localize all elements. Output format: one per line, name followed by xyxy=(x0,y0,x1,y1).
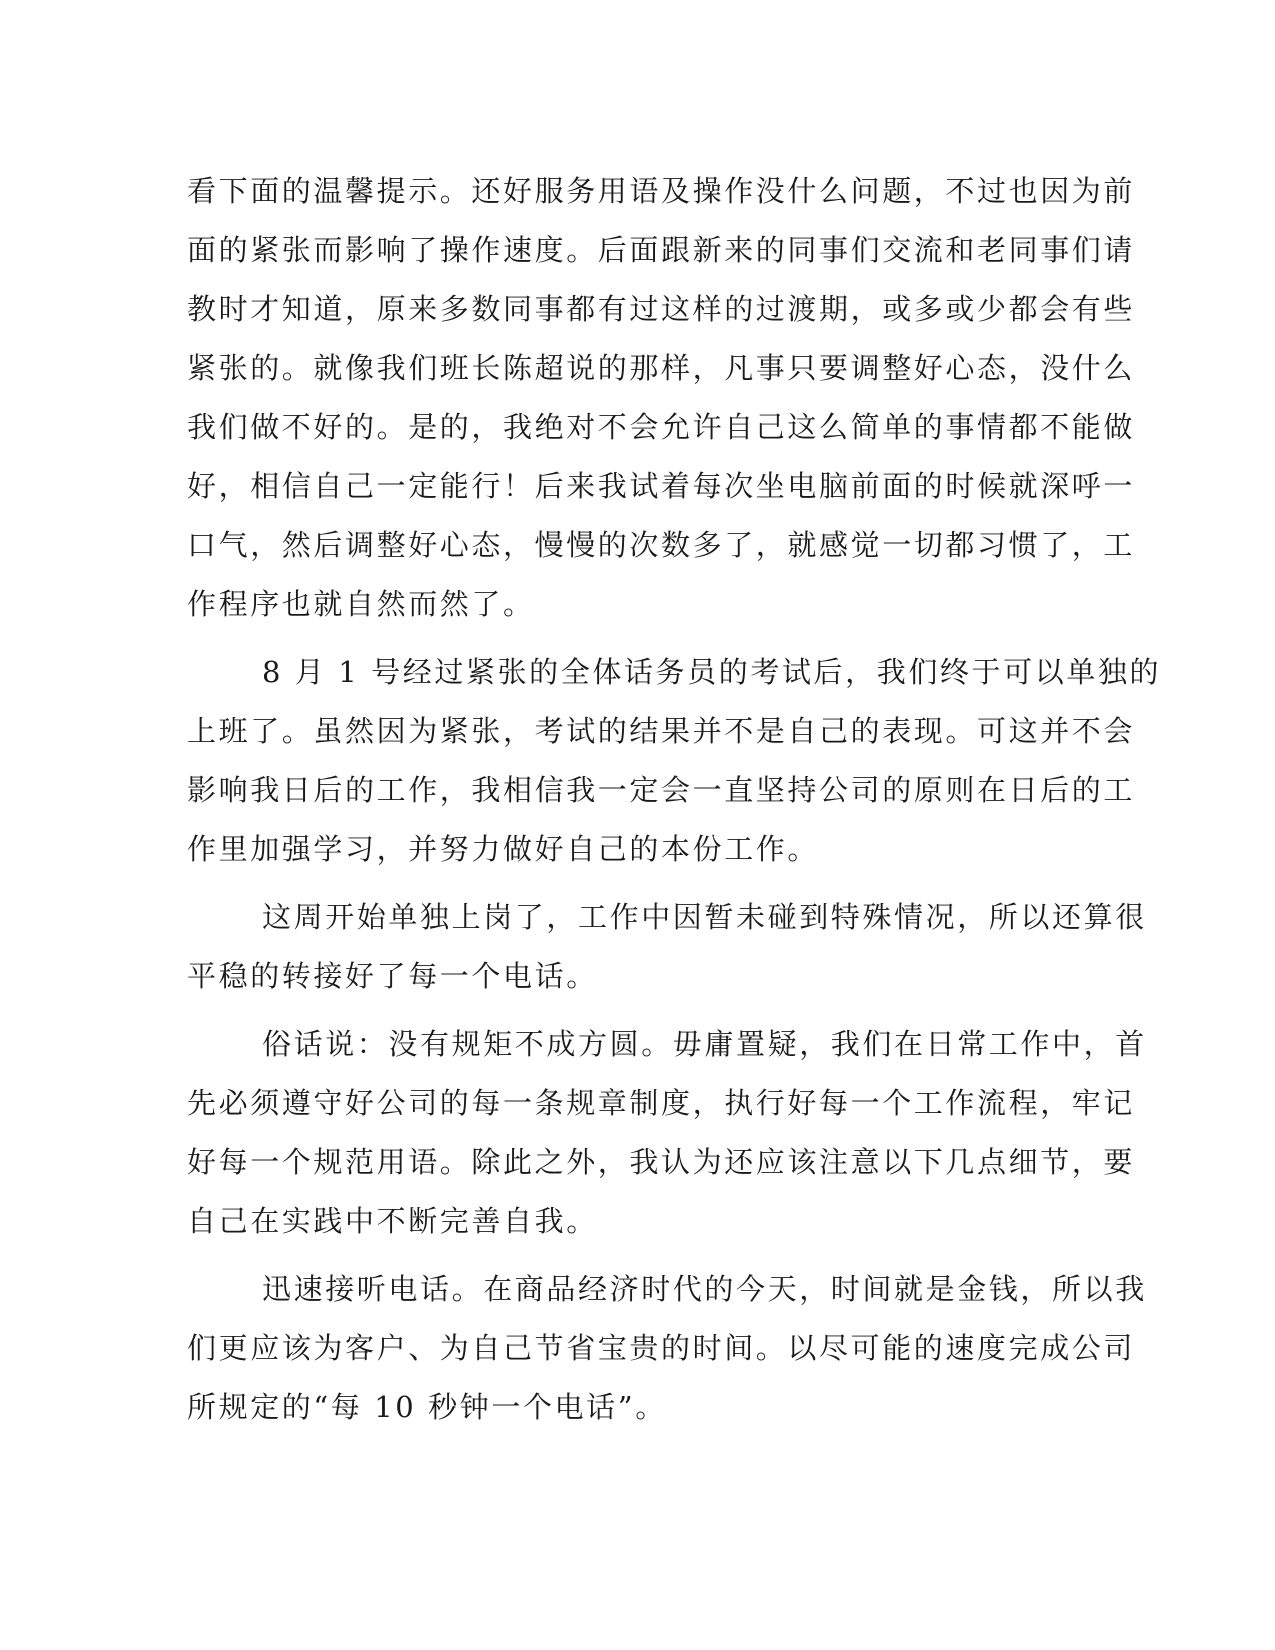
paragraph-continuation xyxy=(187,162,1136,634)
paragraph-alone xyxy=(187,888,1147,1006)
paragraph-spacer xyxy=(187,1251,1067,1260)
paragraph-spacer xyxy=(187,1006,1067,1015)
text-line: 迅速接听电话。在商品经济时代的今天，时间就是金钱，所以我 xyxy=(262,1272,1147,1306)
text-line: 所规定的“每 10 秒钟一个电话”。 xyxy=(187,1390,667,1424)
paragraph-answer xyxy=(187,1260,1147,1437)
text-line: 们更应该为客户、为自己节省宝贵的时间。以尽可能的速度完成公司 xyxy=(187,1331,1136,1365)
paragraph-spacer xyxy=(187,879,1067,888)
text-line: 影响我日后的工作，我相信我一定会一直坚持公司的原则在日后的工 xyxy=(187,773,1136,807)
paragraph-rules xyxy=(187,1015,1147,1251)
text-line: 教时才知道，原来多数同事都有过这样的过渡期，或多或少都会有些 xyxy=(187,292,1136,326)
text-line: 上班了。虽然因为紧张，考试的结果并不是自己的表现。可这并不会 xyxy=(187,714,1136,748)
text-line: 这周开始单独上岗了，工作中因暂未碰到特殊情况，所以还算很 xyxy=(262,900,1147,934)
text-line: 俗话说：没有规矩不成方圆。毋庸置疑，我们在日常工作中，首 xyxy=(262,1027,1147,1061)
text-line: 好每一个规范用语。除此之外，我认为还应该注意以下几点细节，要 xyxy=(187,1145,1136,1179)
text-line: 作程序也就自然而然了。 xyxy=(187,587,535,621)
paragraph-spacer xyxy=(187,634,1067,643)
text-line: 自己在实践中不断完善自我。 xyxy=(187,1204,598,1238)
text-line: 我们做不好的。是的，我绝对不会允许自己这么简单的事情都不能做 xyxy=(187,410,1136,444)
text-line: 好，相信自己一定能行！后来我试着每次坐电脑前面的时候就深呼一 xyxy=(187,469,1136,503)
text-line: 作里加强学习，并努力做好自己的本份工作。 xyxy=(187,832,820,866)
text-line: 平稳的转接好了每一个电话。 xyxy=(187,959,598,993)
text-line: 先必须遵守好公司的每一条规章制度，执行好每一个工作流程，牢记 xyxy=(187,1086,1136,1120)
document-body xyxy=(187,162,1162,1437)
text-line: 8 月 1 号经过紧张的全体话务员的考试后，我们终于可以单独的 xyxy=(262,655,1162,689)
text-line: 紧张的。就像我们班长陈超说的那样，凡事只要调整好心态，没什么 xyxy=(187,351,1136,385)
paragraph-exam xyxy=(187,643,1162,879)
text-line: 口气，然后调整好心态，慢慢的次数多了，就感觉一切都习惯了，工 xyxy=(187,528,1136,562)
text-line: 看下面的温馨提示。还好服务用语及操作没什么问题，不过也因为前 xyxy=(187,174,1136,208)
text-line: 面的紧张而影响了操作速度。后面跟新来的同事们交流和老同事们请 xyxy=(187,233,1136,267)
